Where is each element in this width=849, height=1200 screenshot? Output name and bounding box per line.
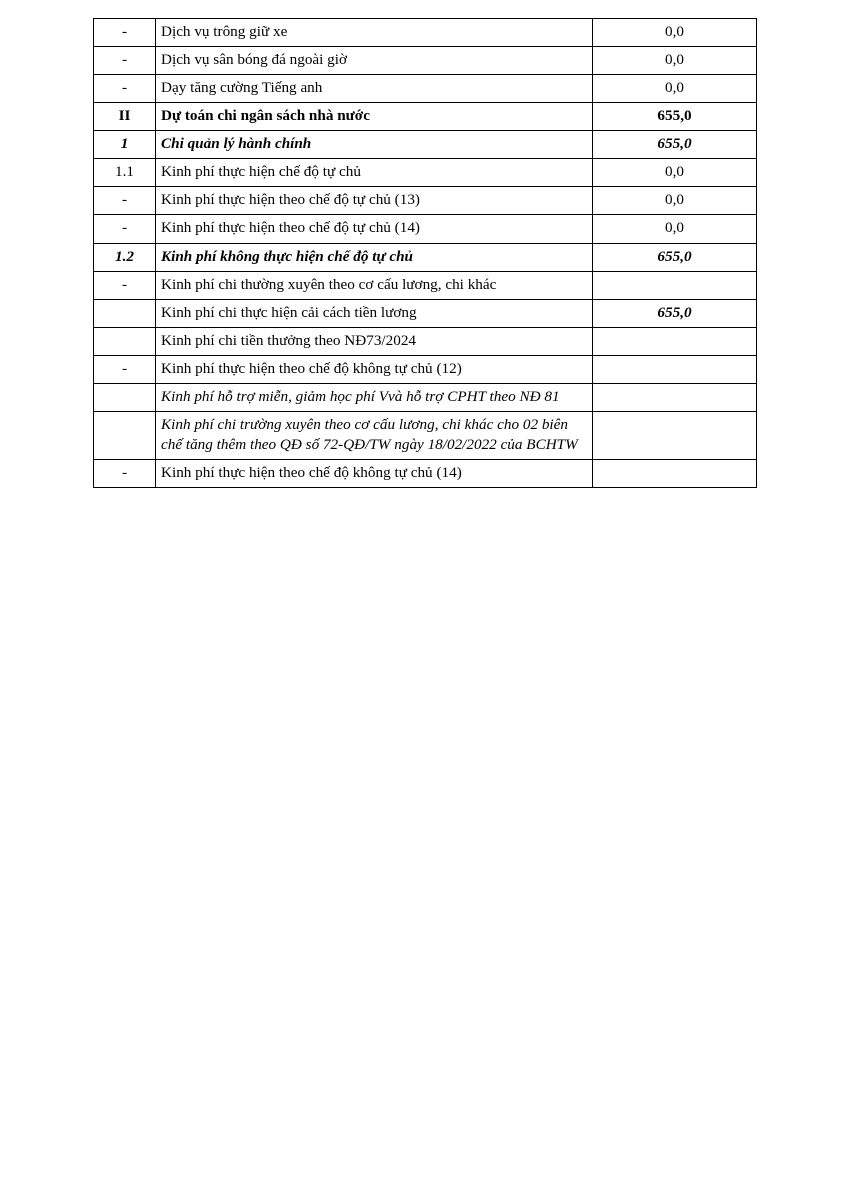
row-value-cell [593,460,757,488]
row-value-cell [593,327,757,355]
table-row [94,383,757,411]
row-value-cell: 0,0 [593,159,757,187]
table-row [94,75,757,103]
row-description-cell: Kinh phí thực hiện theo chế độ tự chủ (13) [156,187,593,215]
table-row [94,411,757,459]
row-description-cell: Kinh phí chi tiền thưởng theo NĐ73/2024 [156,327,593,355]
row-value-cell [593,271,757,299]
row-index-cell: II [94,103,156,131]
row-index-cell: - [94,19,156,47]
row-description-cell: Kinh phí thực hiện theo chế độ tự chủ (14) [156,215,593,243]
row-index-cell [94,299,156,327]
budget-table [93,18,757,488]
row-index-cell: 1.2 [94,243,156,271]
row-index-cell: - [94,47,156,75]
row-description-cell: Chi quản lý hành chính [156,131,593,159]
row-description-cell: Kinh phí chi thực hiện cải cách tiền lương [156,299,593,327]
table-row [94,243,757,271]
table-row [94,19,757,47]
row-index-cell: - [94,271,156,299]
row-value-cell: 0,0 [593,19,757,47]
row-index-cell: 1 [94,131,156,159]
table-row [94,103,757,131]
table-row [94,47,757,75]
row-index-cell: - [94,460,156,488]
row-index-cell: - [94,355,156,383]
row-value-cell: 0,0 [593,187,757,215]
table-row [94,460,757,488]
table-row [94,159,757,187]
row-index-cell [94,327,156,355]
row-value-cell [593,355,757,383]
budget-table-body [94,19,757,488]
row-description-cell: Kinh phí hỗ trợ miễn, giảm học phí Vvà hỗ trợ CPHT theo NĐ 81 [156,383,593,411]
table-row [94,187,757,215]
table-row [94,327,757,355]
row-index-cell: - [94,215,156,243]
row-description-cell: Dự toán chi ngân sách nhà nước [156,103,593,131]
row-value-cell: 0,0 [593,75,757,103]
row-value-cell: 655,0 [593,131,757,159]
row-index-cell: - [94,75,156,103]
table-row [94,131,757,159]
row-value-cell: 655,0 [593,299,757,327]
row-value-cell: 0,0 [593,215,757,243]
row-description-cell: Dịch vụ trông giữ xe [156,19,593,47]
row-index-cell [94,383,156,411]
row-value-cell: 0,0 [593,47,757,75]
row-description-cell: Kinh phí thực hiện theo chế độ không tự chủ (14) [156,460,593,488]
row-index-cell: 1.1 [94,159,156,187]
table-row [94,299,757,327]
row-description-cell: Kinh phí chi thường xuyên theo cơ cấu lương, chi khác [156,271,593,299]
row-description-cell: Kinh phí thực hiện theo chế độ không tự chủ (12) [156,355,593,383]
table-row [94,271,757,299]
row-description-cell: Kinh phí không thực hiện chế độ tự chủ [156,243,593,271]
row-description-cell: Dịch vụ sân bóng đá ngoài giờ [156,47,593,75]
row-description-cell: Dạy tăng cường Tiếng anh [156,75,593,103]
table-row [94,215,757,243]
row-index-cell: - [94,187,156,215]
row-value-cell [593,383,757,411]
row-description-cell: Kinh phí thực hiện chế độ tự chủ [156,159,593,187]
table-row [94,355,757,383]
row-value-cell [593,411,757,459]
row-value-cell: 655,0 [593,243,757,271]
row-value-cell: 655,0 [593,103,757,131]
row-index-cell [94,411,156,459]
row-description-cell: Kinh phí chi trường xuyên theo cơ cấu lương, chi khác cho 02 biên chế tăng thêm theo QĐ số 72-QĐ/TW ngày 18/02/2022 của BCHTW [156,411,593,459]
